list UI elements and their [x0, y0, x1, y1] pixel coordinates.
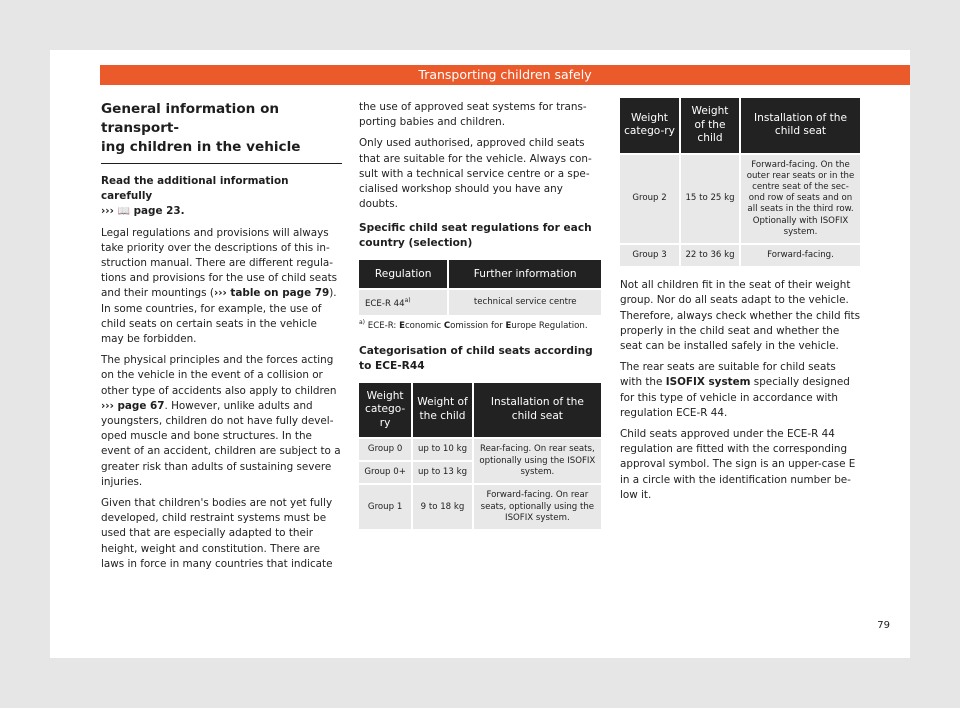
- paragraph: The physical principles and the forces acting on the vehicle in the event of a collision or other type of accidents also apply to children ››› page 67. However, unlike adults and youngsters, children do not have fully devel-oped muscle and bone structures. In the event of an accident, children are subject to a greater risk than adults of sustaining severe injuries.: [101, 354, 341, 488]
- table-cell: Forward-facing. On the outer rear seats or in the centre seat of the sec-ond row of seats and on all seats in the third row. Optionally with ISOFIX system.: [740, 154, 860, 244]
- section-title: General information on transport- ing children in the vehicle: [101, 100, 342, 164]
- table-cell: Group 1: [359, 484, 412, 529]
- categorisation-table-continued: [620, 98, 860, 266]
- table-row: [359, 484, 601, 529]
- table-header: Installation of the child seat: [740, 98, 860, 154]
- chapter-title: Transporting children safely: [418, 67, 592, 82]
- table-cell: technical service centre: [448, 289, 601, 315]
- table-header: Installation of the child seat: [473, 383, 601, 439]
- table-cell: 15 to 25 kg: [680, 154, 740, 244]
- table-row: [359, 289, 601, 315]
- table-cell: ECE-R 44$^{a)}$: [359, 289, 448, 315]
- table-cell: 22 to 36 kg: [680, 244, 740, 266]
- table-header: Further information: [448, 260, 601, 289]
- table-cell: Group 0+: [359, 461, 412, 484]
- paragraph: Legal regulations and provisions will always take priority over the descriptions of this in-struction manual. There are different regula-tions and provisions for the use of child seats and their mountings (››› table on page 79). In some countries, for example, the use of child seats on certain seats in the vehicle may be forbidden.: [101, 226, 338, 346]
- table-cell: Rear-facing. On rear seats, optionally using the ISOFIX system.: [473, 438, 601, 484]
- table-header: Weight catego-ry: [620, 98, 680, 154]
- book-icon: 📖: [117, 206, 130, 218]
- subheading: Categorisation of child seats according to ECE-R44: [359, 344, 593, 372]
- paragraph: The rear seats are suitable for child seats with the ISOFIX system specially designed for this type of vehicle in accordance with regulation ECE-R 44.: [620, 361, 850, 419]
- page: [50, 50, 910, 658]
- table-cell: Group 0: [359, 438, 412, 461]
- chapter-header: [100, 65, 910, 85]
- table-cell: up to 13 kg: [412, 461, 473, 484]
- footnote: $^{a)}$ ECE-R: Economic Comission for Europe Regulation.: [359, 319, 588, 332]
- paragraph: Given that children's bodies are not yet fully developed, child restraint systems must be used that are especially adapted to their height, weight and constitution. There are laws in force in many countries that indicate: [101, 497, 333, 570]
- left-column: [101, 100, 342, 578]
- lead-paragraph: Read the additional information carefully ››› 📖 page 23.: [101, 175, 289, 218]
- table-header: Regulation: [359, 260, 448, 289]
- paragraph: Only used authorised, approved child seats that are suitable for the vehicle. Always con-sult with a technical service centre or a spe-cialised workshop should you have any doubts.: [359, 137, 592, 211]
- table-cell: up to 10 kg: [412, 438, 473, 461]
- table-cell: Group 3: [620, 244, 680, 266]
- page-number: 79: [877, 620, 890, 631]
- paragraph: Child seats approved under the ECE-R 44 regulation are fitted with the corresponding approval symbol. The sign is an upper-case E in a circle with the identification number be-low it.: [620, 427, 856, 501]
- middle-column: [359, 100, 601, 529]
- table-header: Weight of the child: [412, 383, 473, 439]
- page-ref-link[interactable]: ››› 📖 page 23: [101, 205, 181, 218]
- table-header: Weight catego-ry: [359, 383, 412, 439]
- table-cell: Forward-facing. On rear seats, optionally using the ISOFIX system.: [473, 484, 601, 529]
- table-row: [620, 244, 860, 266]
- page-ref-link[interactable]: ››› page 67: [101, 399, 165, 412]
- right-column: [620, 98, 860, 509]
- categorisation-table: [359, 383, 601, 530]
- table-cell: 9 to 18 kg: [412, 484, 473, 529]
- table-row: [620, 154, 860, 244]
- table-cell: Group 2: [620, 154, 680, 244]
- regulations-table: [359, 260, 601, 315]
- table-ref-link[interactable]: ››› table on page 79: [213, 287, 330, 300]
- table-header: Weight of the child: [680, 98, 740, 154]
- paragraph: Not all children fit in the seat of their weight group. Nor do all seats adapt to the vehicle. Therefore, always check whether the child fits properly in the child seat and whether the seat can be installed safely in the vehicle.: [620, 279, 860, 352]
- paragraph: the use of approved seat systems for trans-porting babies and children.: [359, 101, 587, 129]
- table-cell: Forward-facing.: [740, 244, 860, 266]
- subheading: Specific child seat regulations for each country (selection): [359, 222, 592, 250]
- table-row: [359, 438, 601, 461]
